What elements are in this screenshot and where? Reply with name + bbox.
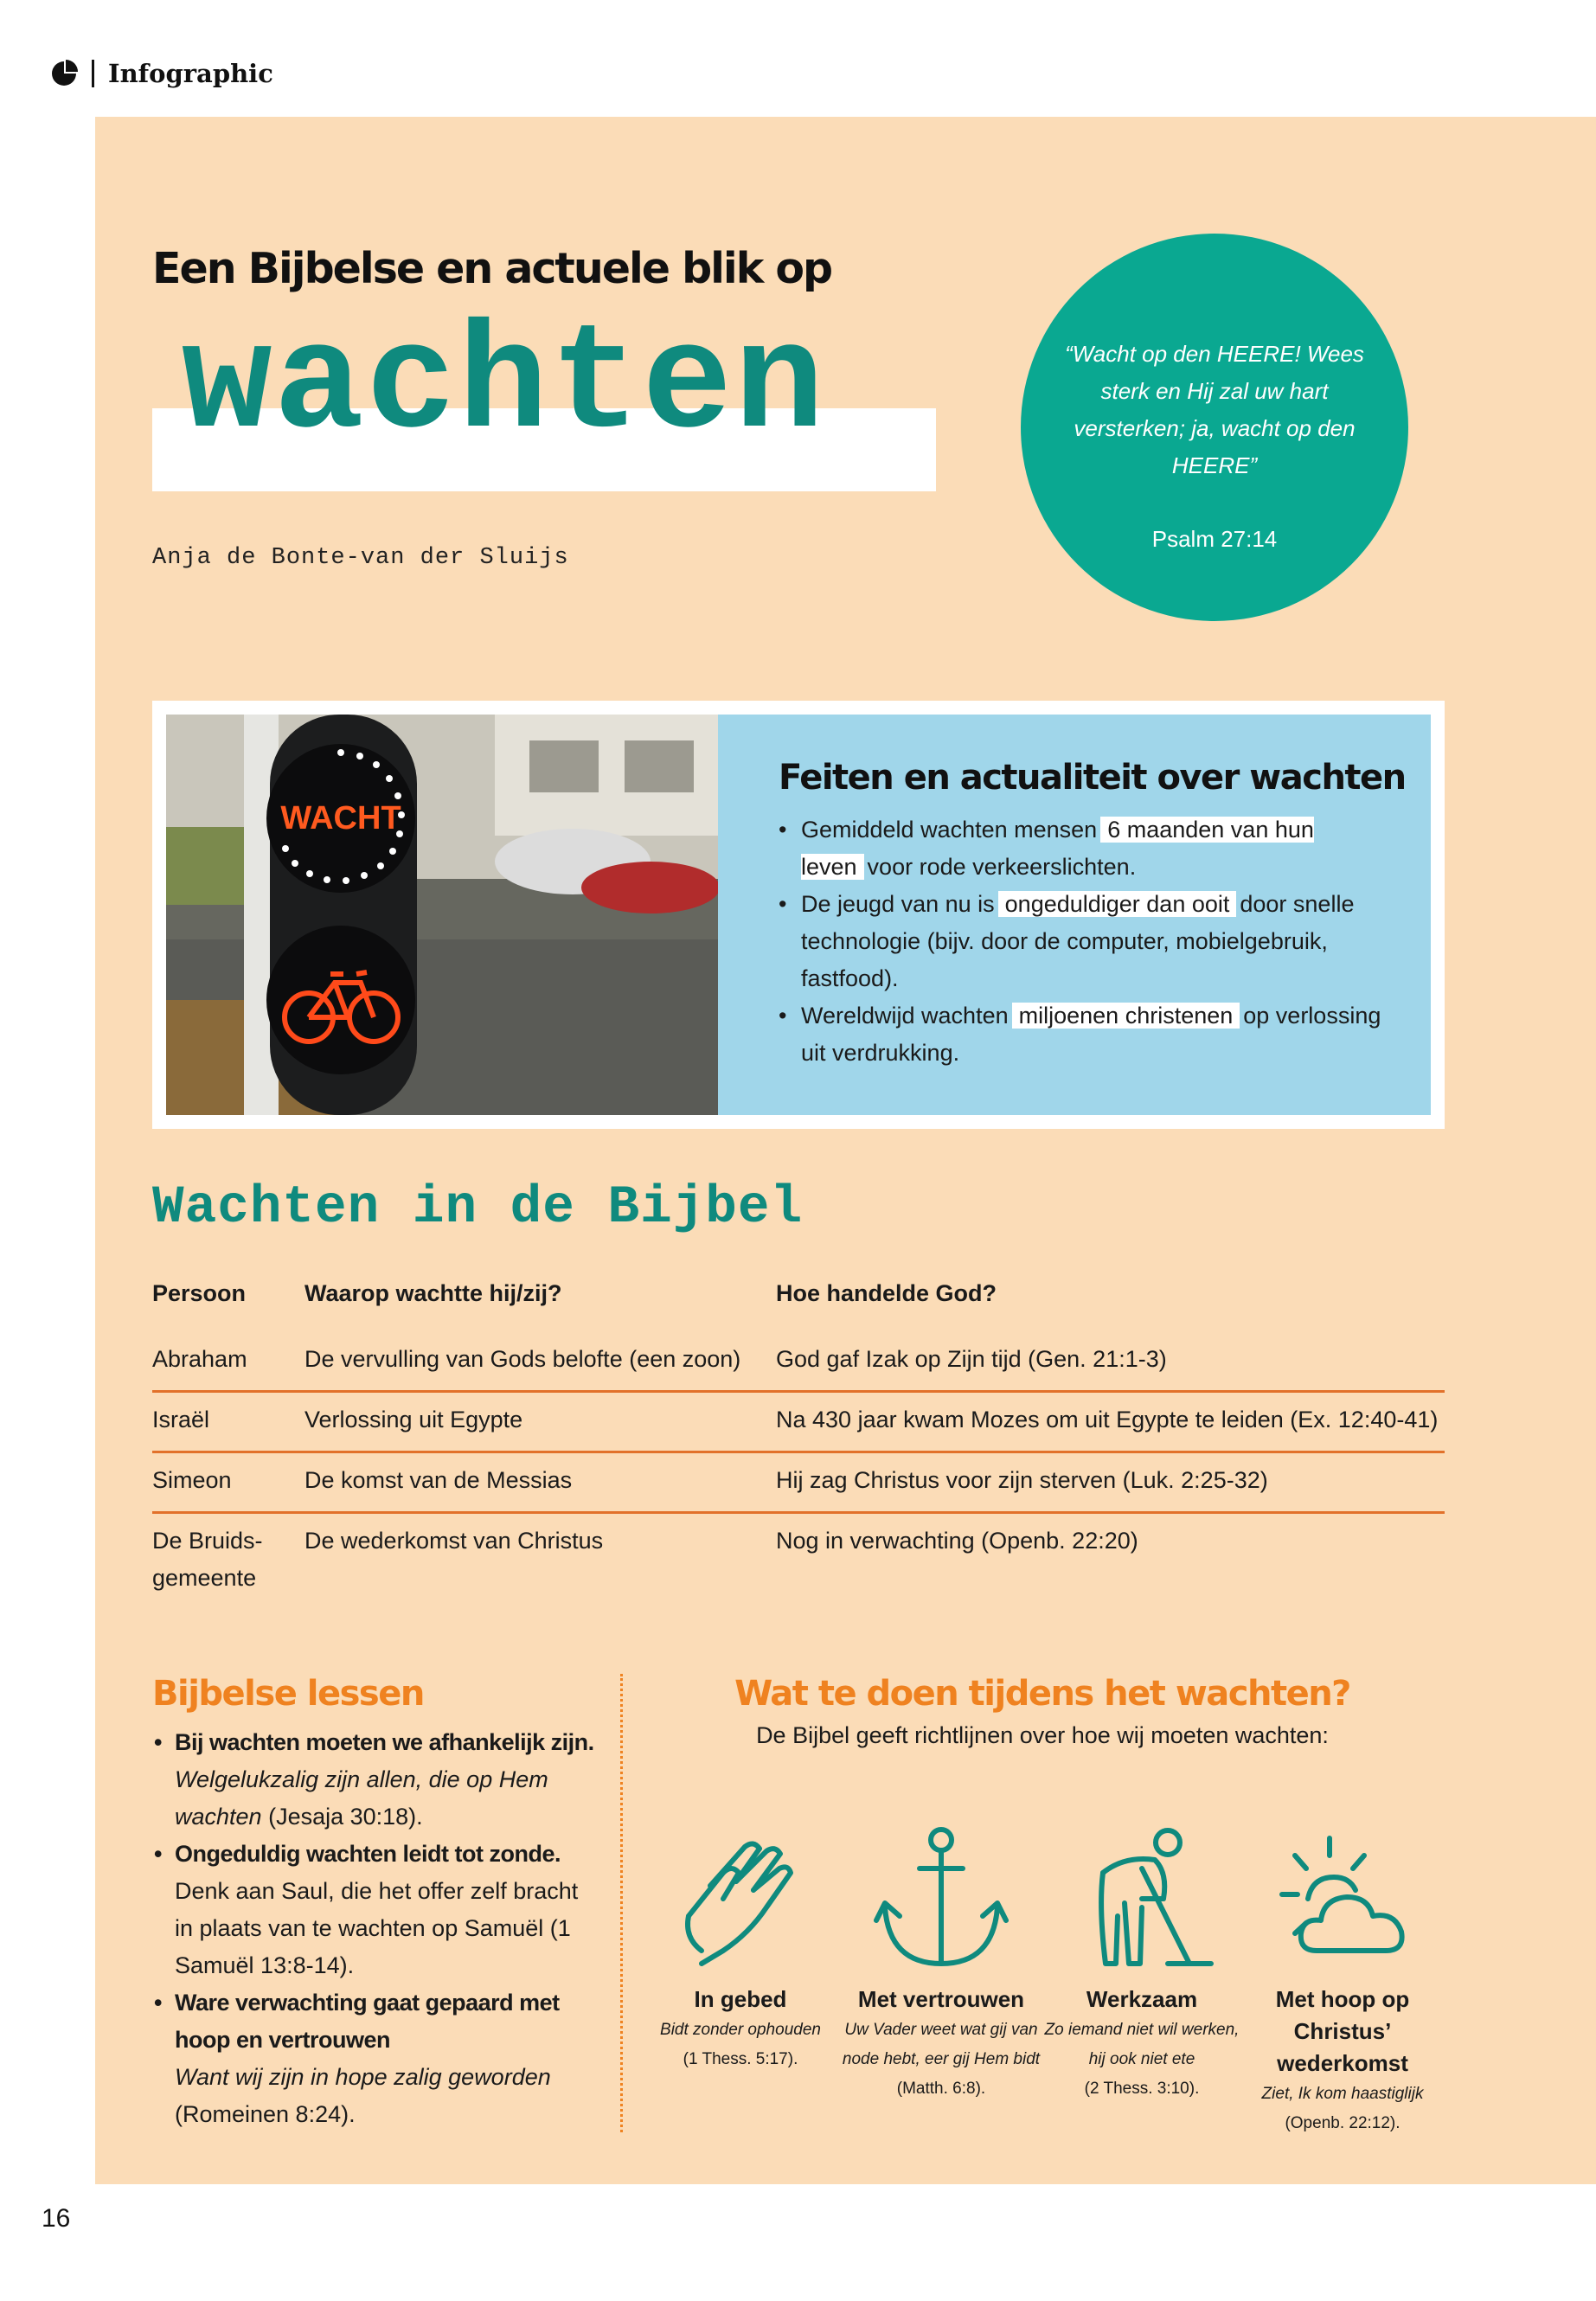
column-header: Hoe handelde God? (776, 1280, 997, 1306)
todo-label: Met vertrouwen (857, 1986, 1025, 2012)
todo-item: Met hoop op Christus’ wederkomst Ziet, Ik kom haastiglijk (Openb. 22:12). (1242, 1812, 1443, 2138)
todo-item: In gebed Bidt zonder ophouden (1 Thess. 5:17). (640, 1812, 841, 2138)
facts-box (152, 701, 1445, 1129)
todo-subtitle: De Bijbel geeft richtlijnen over hoe wij moeten wachten: (756, 1722, 1329, 1748)
todo-title: Wat te doen tijdens het wachten? (734, 1674, 1350, 1714)
todo-item: Met vertrouwen Uw Vader weet wat gij van node hebt, eer gij Hem bidt (Matth. 6:8). (841, 1812, 1042, 2138)
quote-text: “Wacht op den HEERE! Wees sterk en Hij zal uw hart versterken; ja, wacht op den HEERE” (1065, 341, 1364, 478)
quote-circle (1021, 234, 1408, 621)
worker-icon (1064, 1821, 1220, 1977)
pie-chart-icon (50, 60, 78, 87)
list-item: • Gemiddeld wachten mensen 6 maanden van hun leven voor rode verkeerslichten. (779, 811, 1410, 886)
praying-hands-icon (663, 1821, 818, 1977)
table-row: Abraham De vervulling van Gods belofte (een zoon) God gaf Izak op Zijn tijd (Gen. 21:1-3) (152, 1332, 1445, 1393)
anchor-icon (863, 1821, 1019, 1977)
list-item: • Bij wachten moeten we afhankelijk zijn. Welgelukzalig zijn allen, die op Hem wachten (Jesaja 30:18). (152, 1724, 602, 1836)
quote-reference: Psalm 27:14 (1151, 526, 1278, 552)
bible-table (152, 1272, 1445, 1600)
facts-panel (718, 715, 1431, 1115)
author: Anja de Bonte-van der Sluijs (152, 545, 569, 571)
page-number: 16 (42, 2204, 71, 2233)
todo-label: Werkzaam (1086, 1986, 1198, 2012)
traffic-light-photo (166, 715, 718, 1115)
todo-item: Werkzaam Zo iemand niet wil werken, hij ook niet ete (2 Thess. 3:10). (1042, 1812, 1242, 2138)
highlight: miljoenen christenen (1012, 1003, 1240, 1029)
header-divider (92, 60, 94, 87)
list-item: • Wereldwijd wachten miljoenen christenen op verlossing uit verdrukking. (779, 997, 1410, 1072)
lessons-list (152, 1724, 602, 2133)
section-header (50, 59, 273, 88)
todo-section (640, 1674, 1445, 2132)
facts-list (779, 811, 1410, 1072)
column-header: Persoon (152, 1280, 247, 1306)
todo-items (640, 1812, 1445, 2138)
bible-section-title: Wachten in de Bijbel (152, 1178, 804, 1238)
lessons-title: Bijbelse lessen (152, 1674, 424, 1714)
list-item: • De jeugd van nu is ongeduldiger dan ooit door snelle technologie (bijv. door de computer, mobielgebruik, fastfood). (779, 886, 1410, 997)
section-label: Infographic (108, 59, 273, 88)
table-row: De Bruids-gemeente De wederkomst van Christus Nog in verwachting (Openb. 22:20) (152, 1528, 1138, 1591)
table-row: Simeon De komst van de Messias Hij zag Christus voor zijn sterven (Luk. 2:25-32) (152, 1453, 1445, 1514)
todo-label: In gebed (694, 1986, 787, 2012)
sun-cloud-icon (1265, 1821, 1420, 1977)
wacht-sign-text: WACHT (280, 800, 401, 836)
highlight: ongeduldiger dan ooit (998, 891, 1237, 917)
dotted-divider (620, 1674, 623, 2132)
table-header (152, 1272, 1445, 1332)
table-row: Israël Verlossing uit Egypte Na 430 jaar kwam Mozes om uit Egypte te leiden (Ex. 12:40-41) (152, 1393, 1445, 1453)
facts-title: Feiten en actualiteit over wachten (779, 758, 1406, 798)
todo-label: Met hoop op Christus’ wederkomst (1275, 1986, 1410, 2076)
highlight: 6 maanden van hun leven (801, 817, 1314, 880)
column-header: Waarop wachtte hij/zij? (304, 1280, 562, 1306)
list-item: • Ongeduldig wachten leidt tot zonde. Denk aan Saul, die het offer zelf bracht in plaats van te wachten op Samuël (1 Samuël 13:8-14). (152, 1836, 602, 1984)
list-item: • Ware verwachting gaat gepaard met hoop en vertrouwen Want wij zijn in hope zalig geworden (Romeinen 8:24). (152, 1984, 602, 2133)
pre-title: Een Bijbelse en actuele blik op (152, 244, 832, 293)
main-title: wachten (182, 301, 826, 471)
lessons-section (152, 1674, 602, 2133)
